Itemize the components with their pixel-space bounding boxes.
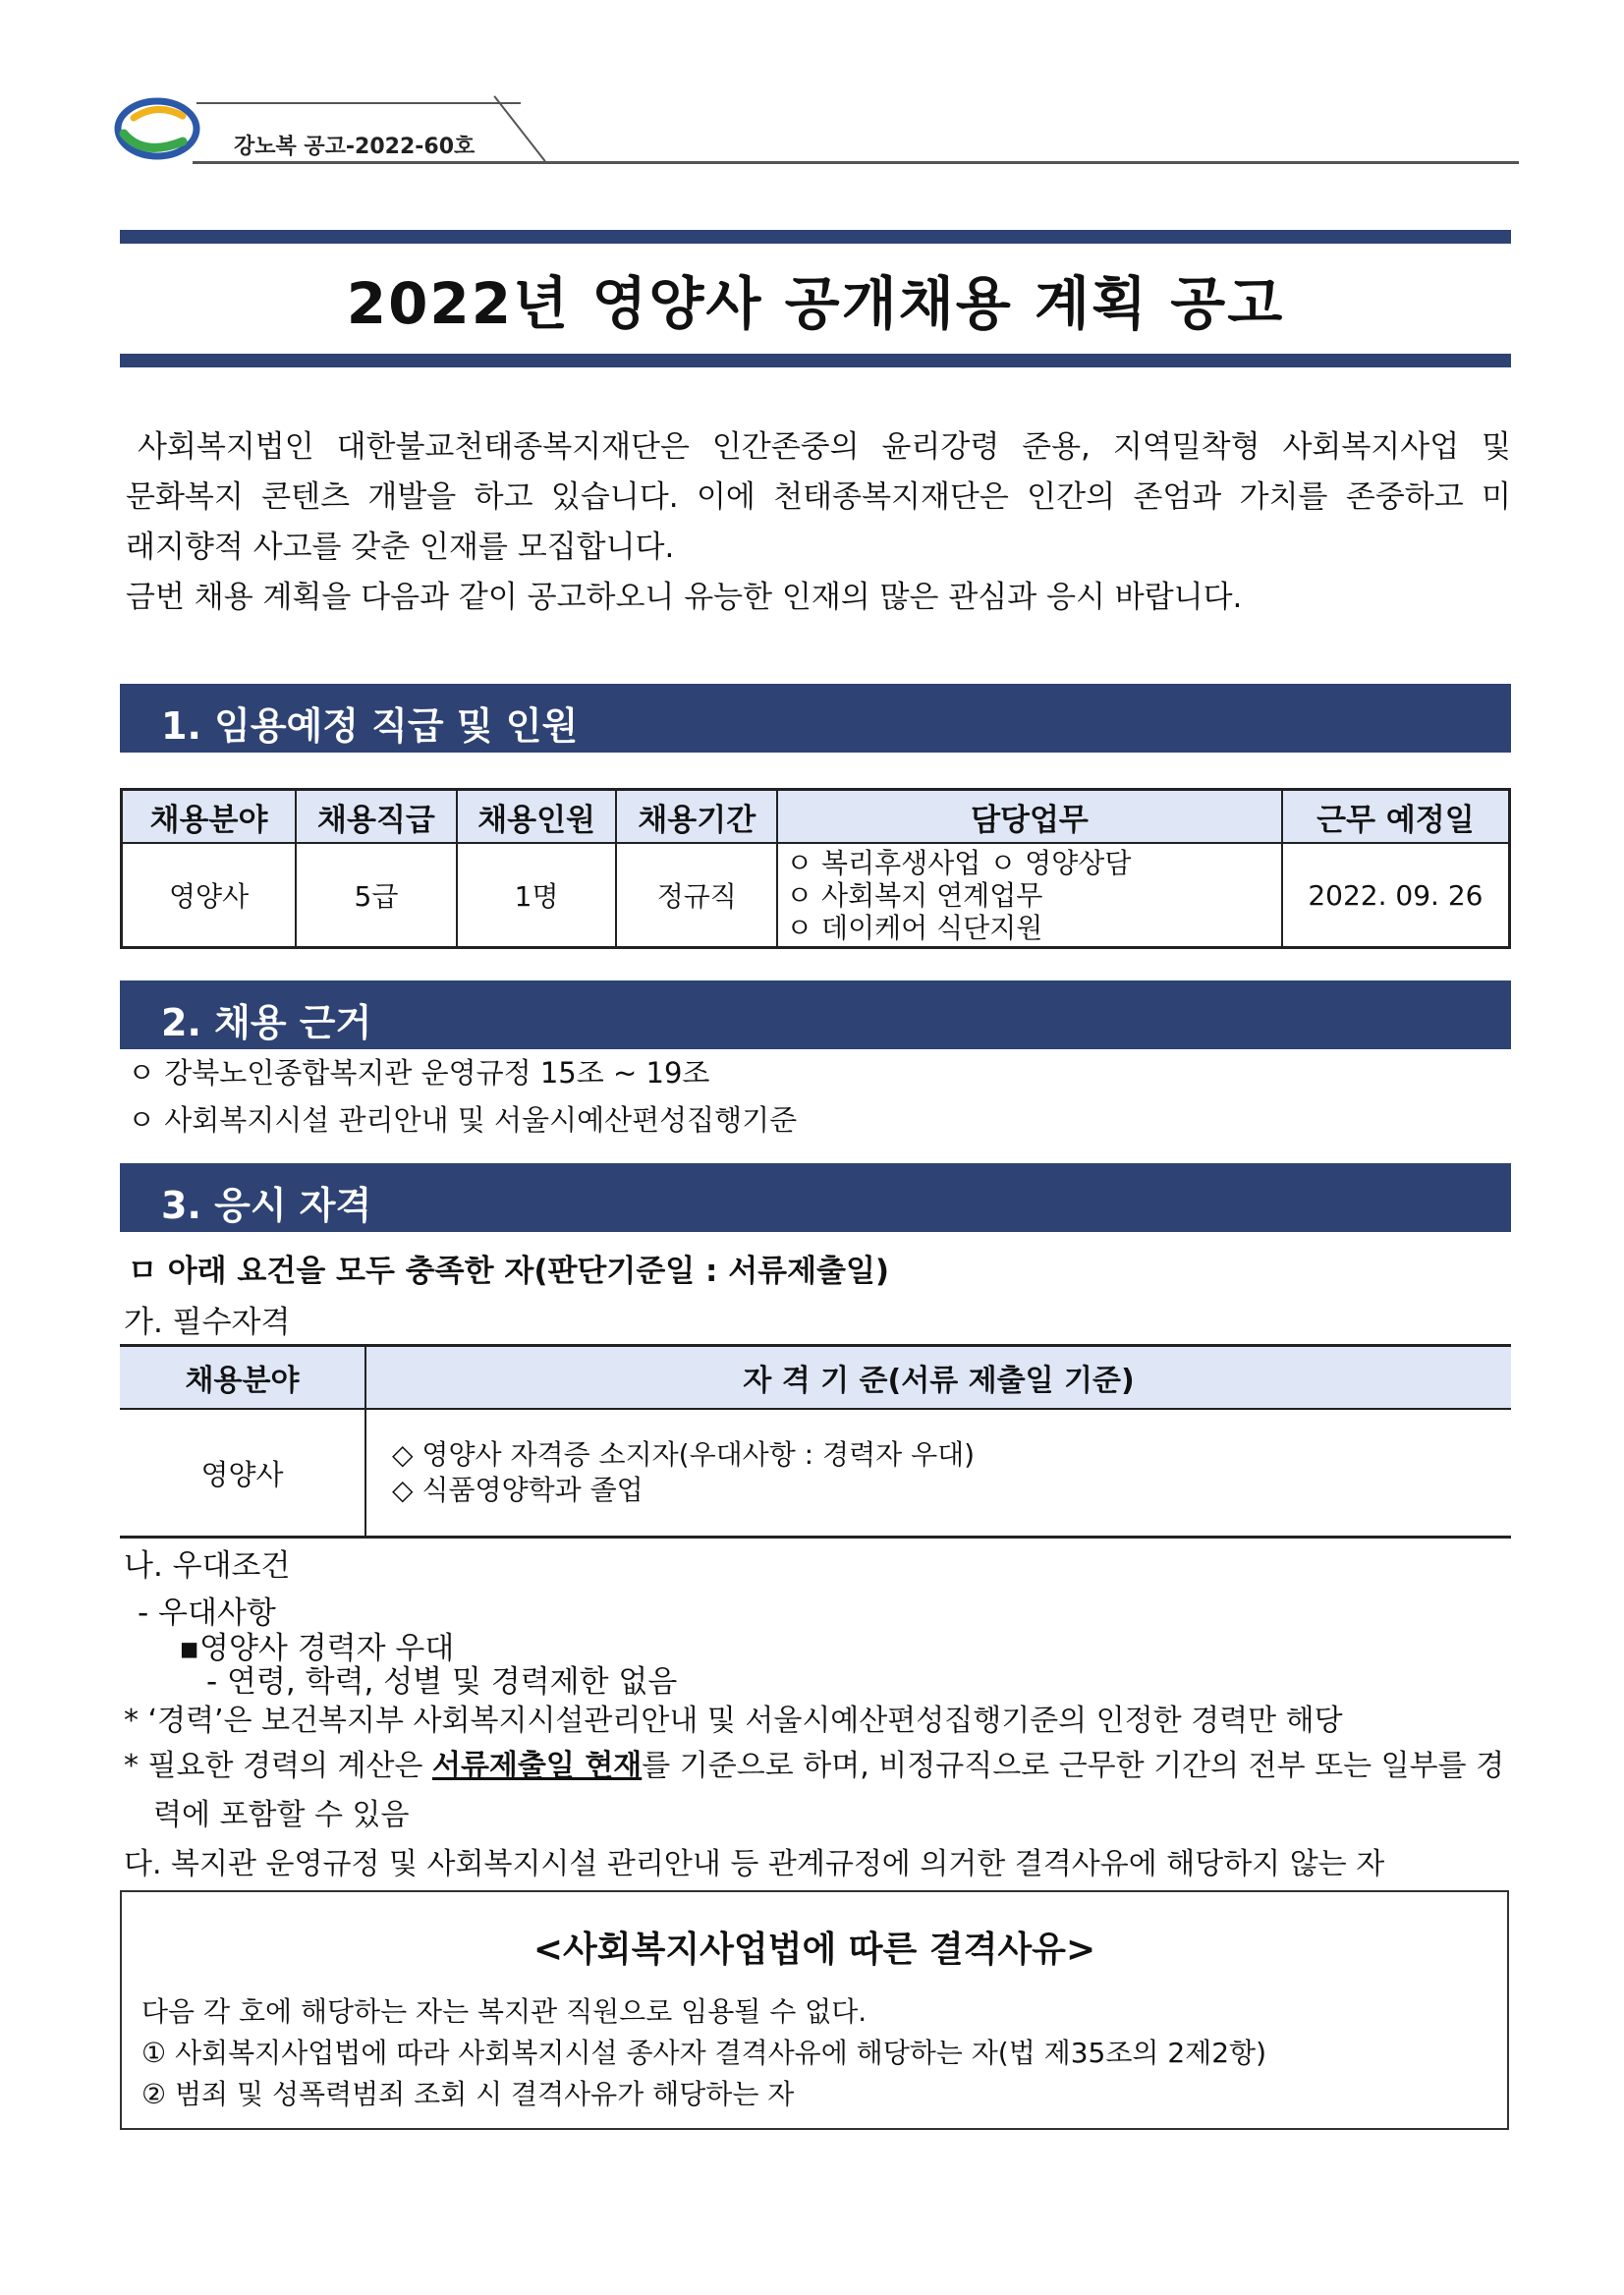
sub-heading-b: 나. 우대조건 xyxy=(124,1548,291,1584)
sub-heading-c: 다. 복지관 운영규정 및 사회복지시설 관리안내 등 관계규정에 의거한 결격사유에 해당하지 않는 자 xyxy=(124,1847,1385,1881)
note-1: * ‘경력’은 보건복지부 사회복지시설관리안내 및 서울시예산편성집행기준의 인정한 경력만 해당 xyxy=(124,1704,1343,1738)
box-item-2: ② 범죄 및 성폭력범죄 조회 시 결격사유가 해당하는 자 xyxy=(141,2078,795,2110)
requirement-line: ㅁ 아래 요건을 모두 충족한 자(판단기준일 : 서류제출일) xyxy=(128,1254,890,1289)
box-intro: 다음 각 호에 해당하는 자는 복지관 직원으로 임용될 수 없다. xyxy=(141,1995,868,2028)
cell-start-date: 2022. 09. 26 xyxy=(1282,843,1510,948)
basis-item-2: ㅇ 사회복지시설 관리안내 및 서울시예산편성집행기준 xyxy=(128,1103,798,1137)
col-criteria: 자 격 기 준(서류 제출일 기준) xyxy=(365,1346,1511,1410)
title-bottom-bar xyxy=(120,354,1511,367)
cell-grade: 5급 xyxy=(296,843,457,948)
section-1-header xyxy=(120,684,1511,753)
document-number: 강노복 공고-2022-60호 xyxy=(234,135,476,159)
box-item-1: ① 사회복지사업법에 따라 사회복지시설 종사자 결격사유에 해당하는 자(법 제35조의 2제2항) xyxy=(141,2037,1266,2069)
note-2-prefix: * 필요한 경력의 계산은 xyxy=(124,1749,432,1783)
col-field: 채용분야 xyxy=(120,1346,365,1410)
basis-item-1: ㅇ 강북노인종합복지관 운영규정 15조 ~ 19조 xyxy=(128,1056,710,1090)
section-2-title: 2. 채용 근거 xyxy=(161,1001,372,1044)
cell-count: 1명 xyxy=(457,843,617,948)
title-top-bar xyxy=(120,230,1511,244)
position-table-header xyxy=(122,790,1510,844)
cell-period: 정규직 xyxy=(616,843,777,948)
col-grade: 채용직급 xyxy=(296,790,457,844)
note-2-suffix: 를 기준으로 하며, 비정규직으로 근무한 기간의 전부 또는 일부를 경 xyxy=(642,1749,1505,1783)
table-row xyxy=(120,1409,1511,1538)
cell-field: 영양사 xyxy=(122,843,297,948)
header-tab-line xyxy=(196,102,521,104)
intro-line-3: 래지향적 사고를 갖춘 인재를 모집합니다. xyxy=(126,530,675,565)
page-title: 2022년 영양사 공개채용 계획 공고 xyxy=(346,270,1285,337)
preference-label: - 우대사항 xyxy=(138,1595,276,1631)
disqualification-box xyxy=(120,1890,1509,2130)
note-2-emphasis: 서류제출일 현재 xyxy=(431,1749,643,1783)
intro-line-2: 문화복지 콘텐츠 개발을 하고 있습니다. 이에 천태종복지재단은 인간의 존엄과 가치를 존중하고 미 xyxy=(126,479,1511,515)
header-rule xyxy=(193,161,1519,164)
box-title: <사회복지사업법에 따른 결격사유> xyxy=(532,1930,1096,1970)
note-2-continued: 력에 포함할 수 있음 xyxy=(153,1798,410,1832)
col-duties: 담당업무 xyxy=(777,790,1282,844)
header-tab-diagonal xyxy=(493,95,545,161)
sub-heading-a: 가. 필수자격 xyxy=(124,1305,291,1340)
criteria-line-1: ◇ 영양사 자격증 소지자(우대사항 : 경력자 우대) xyxy=(392,1438,976,1471)
cell-criteria xyxy=(365,1409,1511,1538)
swirl-logo-icon xyxy=(114,96,200,161)
col-field: 채용분야 xyxy=(122,790,297,844)
intro-line-4: 금번 채용 계획을 다음과 같이 공고하오니 유능한 인재의 많은 관심과 응시 바랍니다. xyxy=(126,580,1243,615)
col-start-date: 근무 예정일 xyxy=(1282,790,1510,844)
table-row xyxy=(122,843,1510,948)
cell-field: 영양사 xyxy=(120,1409,365,1538)
qualification-table-header xyxy=(120,1346,1511,1410)
section-2-header xyxy=(120,980,1511,1049)
note-2 xyxy=(124,1741,1511,1784)
cell-duties xyxy=(777,843,1282,948)
duty-line-1: ㅇ 복리후생사업 ㅇ 영양상담 xyxy=(786,846,1132,879)
section-1-title: 1. 임용예정 직급 및 인원 xyxy=(161,704,579,748)
qualification-table xyxy=(120,1344,1511,1539)
duty-line-3: ㅇ 데이케어 식단지원 xyxy=(786,911,1043,944)
preference-detail: - 연령, 학력, 성별 및 경력제한 없음 xyxy=(206,1664,678,1700)
position-table xyxy=(120,788,1511,949)
intro-line-1: 사회복지법인 대한불교천태종복지재단은 인간존중의 윤리강령 준용, 지역밀착형 사회복지사업 및 xyxy=(138,429,1511,465)
duty-line-2: ㅇ 사회복지 연계업무 xyxy=(786,878,1043,912)
criteria-line-2: ◇ 식품영양학과 졸업 xyxy=(392,1474,644,1506)
section-3-title: 3. 응시 자격 xyxy=(161,1184,372,1227)
section-3-header xyxy=(120,1163,1511,1232)
col-count: 채용인원 xyxy=(457,790,617,844)
col-period: 채용기간 xyxy=(616,790,777,844)
preference-item: ▪영양사 경력자 우대 xyxy=(179,1631,455,1666)
